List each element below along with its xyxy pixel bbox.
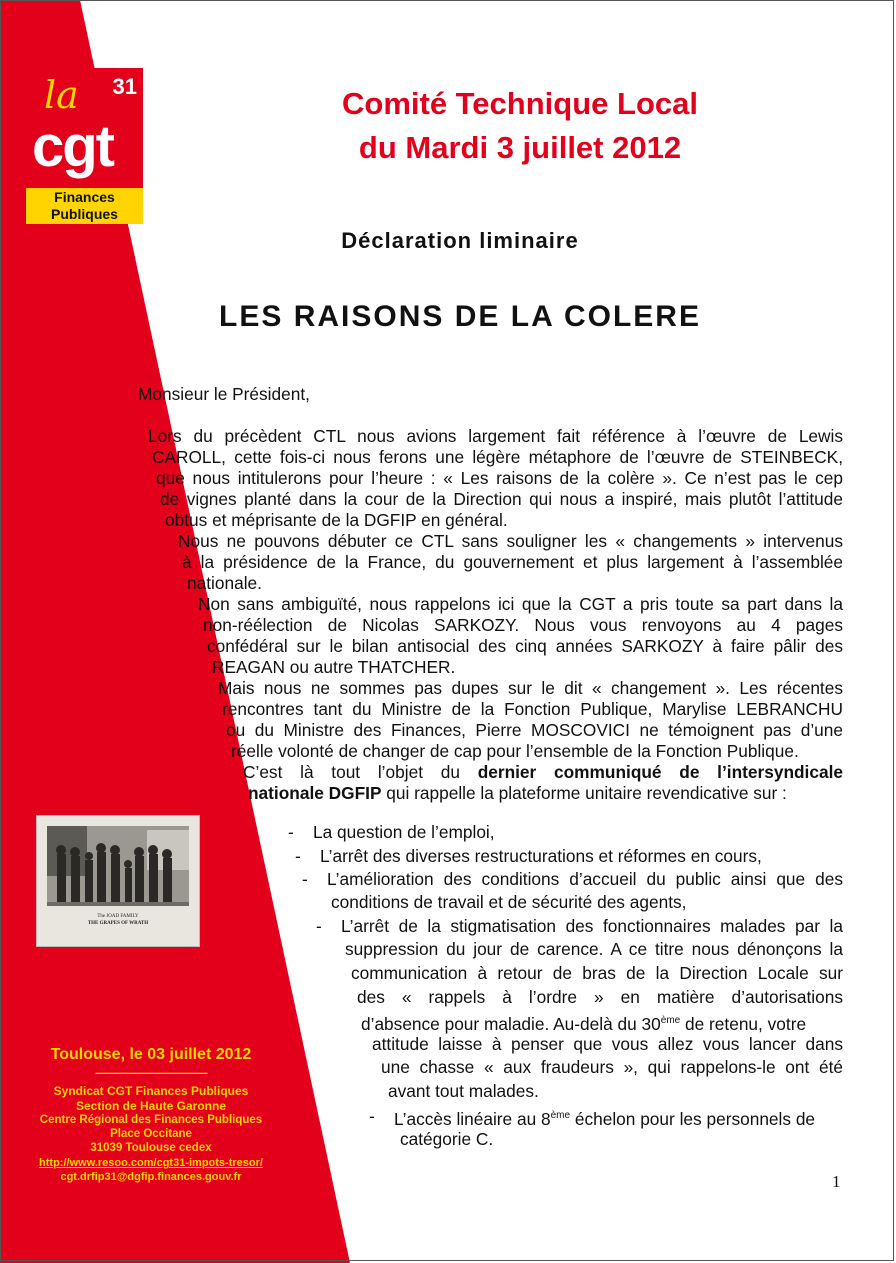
logo-finances-publiques [26, 188, 143, 224]
title-line1: Comité Technique Local [342, 86, 698, 121]
bullet-4-line5-b: de retenu, votre [680, 1013, 807, 1034]
photo-caption-line2: THE GRAPES OF WRATH [87, 921, 149, 926]
bullet-4-line5 [361, 1011, 806, 1034]
bullet-dash-2: - [295, 846, 301, 866]
p5-bold-b: dernier communiqué de l’intersyndicale [477, 762, 843, 782]
bullet-4-line5-a: d’absence pour maladie. Au-delà du 30 [361, 1013, 661, 1034]
cgt-logo [26, 68, 143, 224]
p1-line2: CAROLL, cette fois-ci nous ferons une légère métaphore de l’œuvre de STEINBECK, [152, 447, 843, 467]
bullet-1: La question de l’emploi, [313, 822, 495, 842]
p3-line4: REAGAN ou autre THATCHER. [212, 657, 456, 677]
footer-section: Section de Haute Garonne [75, 1099, 227, 1113]
p5-line1 [243, 762, 843, 782]
logo-la-text: la [44, 73, 79, 117]
salutation: Monsieur le Président, [138, 384, 310, 404]
footer-date: Toulouse, le 03 juillet 2012 [50, 1046, 252, 1063]
p4-line1: Mais nous ne sommes pas dupes sur le dit « changement ». Les récentes [218, 678, 843, 698]
page-number: 1 [832, 1172, 841, 1191]
footer-email: cgt.drfip31@dgfip.finances.gouv.fr [60, 1171, 242, 1183]
p3-line2: non-réélection de Nicolas SARKOZY. Nous vous renvoyons au 4 pages [203, 615, 843, 635]
p4-line2: rencontres tant du Ministre de la Fonction Publique, Marylise LEBRANCHU [222, 699, 843, 719]
joad-family-photo [36, 815, 200, 947]
footer-org: Syndicat CGT Finances Publiques [53, 1084, 249, 1098]
footer-separator: ------------------------------------------------ [95, 1068, 207, 1079]
p1-line3: que nous intitulerons pour l’heure : « Les raisons de la colère ». Ce n’est pas le cep [156, 468, 843, 488]
p2-line2: à la présidence de la France, du gouvernement et plus largement à l’assemblée [182, 552, 843, 572]
p2-line1: Nous ne pouvons débuter ce CTL sans souligner les « changements » intervenus [178, 531, 843, 551]
p5-bold-c: nationale DGFIP [248, 783, 382, 803]
declaration-heading: Déclaration liminaire [341, 228, 579, 253]
bullet-4-line2: suppression du jour de carence. A ce titre nous dénonçons la [345, 939, 843, 959]
p5-text-d: qui rappelle la plateforme unitaire revendicative sur : [386, 783, 787, 803]
p1-line1: Lors du précèdent CTL nous avions largement fait référence à l’œuvre de Lewis [148, 426, 843, 446]
footer-city: 31039 Toulouse cedex [90, 1142, 212, 1154]
p4-line4: réelle volonté de changer de cap pour l’ensemble de la Fonction Publique. [231, 741, 799, 761]
bullet-5-line2: catégorie C. [400, 1129, 494, 1149]
bullet-5-line1-b: échelon pour les personnels de [570, 1108, 816, 1129]
p5-text-a: C’est là tout l’objet du [243, 762, 460, 782]
logo-line2: Publiques [51, 206, 118, 222]
footer-centre: Centre Régional des Finances Publiques [39, 1114, 263, 1126]
bullet-4-line3: communication à retour de bras de la Direction Locale sur [351, 963, 843, 983]
logo-number: 31 [112, 74, 137, 99]
bullet-dash-4: - [316, 916, 322, 936]
bullet-4-superscript: ème [660, 1015, 681, 1026]
bullet-4-line8: avant tout malades. [388, 1081, 539, 1101]
bullet-2: L’arrêt des diverses restructurations et réformes en cours, [320, 846, 762, 866]
p4-line3: ou du Ministre des Finances, Pierre MOSCOVICI ne témoignent pas d’une [226, 720, 843, 740]
p2-line3: nationale. [187, 573, 262, 593]
bullet-3-line2: conditions de travail et de sécurité des agents, [331, 892, 687, 912]
bullet-4-line4: des « rappels à l’ordre » en matière d’autorisations [357, 987, 843, 1007]
photo-caption-line1: The JOAD FAMILY [97, 914, 139, 919]
p3-line3: confédéral sur le bilan antisocial des cinq années SARKOZY à faire pâlir des [207, 636, 843, 656]
bullet-dash-5: - [369, 1106, 375, 1126]
bullet-5-line1 [394, 1106, 815, 1129]
p5-line2 [248, 783, 787, 803]
bullet-5-line1-a: L’accès linéaire au 8 [394, 1108, 551, 1129]
photo-illustration [37, 816, 199, 946]
p3-line1: Non sans ambiguïté, nous rappelons ici que la CGT a pris toute sa part dans la [198, 594, 843, 614]
bullet-dash-1: - [288, 822, 294, 842]
title-line2: du Mardi 3 juillet 2012 [358, 130, 682, 165]
footer-place: Place Occitane [110, 1128, 192, 1140]
logo-cgt-text: cgt [32, 114, 113, 179]
bullet-4-line6: attitude laisse à penser que vous allez vous lancer dans [372, 1034, 843, 1054]
bullet-4-line7: une chasse « aux fraudeurs », qui rappelons-le ont été [381, 1057, 843, 1077]
p1-line4: de vignes planté dans la cour de la Direction qui nous a inspiré, mais plutôt l’attitude [160, 489, 843, 509]
bullet-dash-3: - [302, 869, 308, 889]
main-heading: LES RAISONS DE LA COLERE [219, 300, 701, 333]
footer-url-link[interactable]: http://www.resoo.com/cgt31-impots-tresor/ [39, 1157, 263, 1169]
bullet-5-superscript: ème [550, 1110, 571, 1121]
bullet-3-line1: L’amélioration des conditions d’accueil du public ainsi que des [327, 869, 843, 889]
bullet-4-line1: L’arrêt de la stigmatisation des fonctionnaires malades par la [341, 916, 843, 936]
logo-line1: Finances [54, 189, 115, 205]
p1-line5: obtus et méprisante de la DGFIP en général. [165, 510, 508, 530]
